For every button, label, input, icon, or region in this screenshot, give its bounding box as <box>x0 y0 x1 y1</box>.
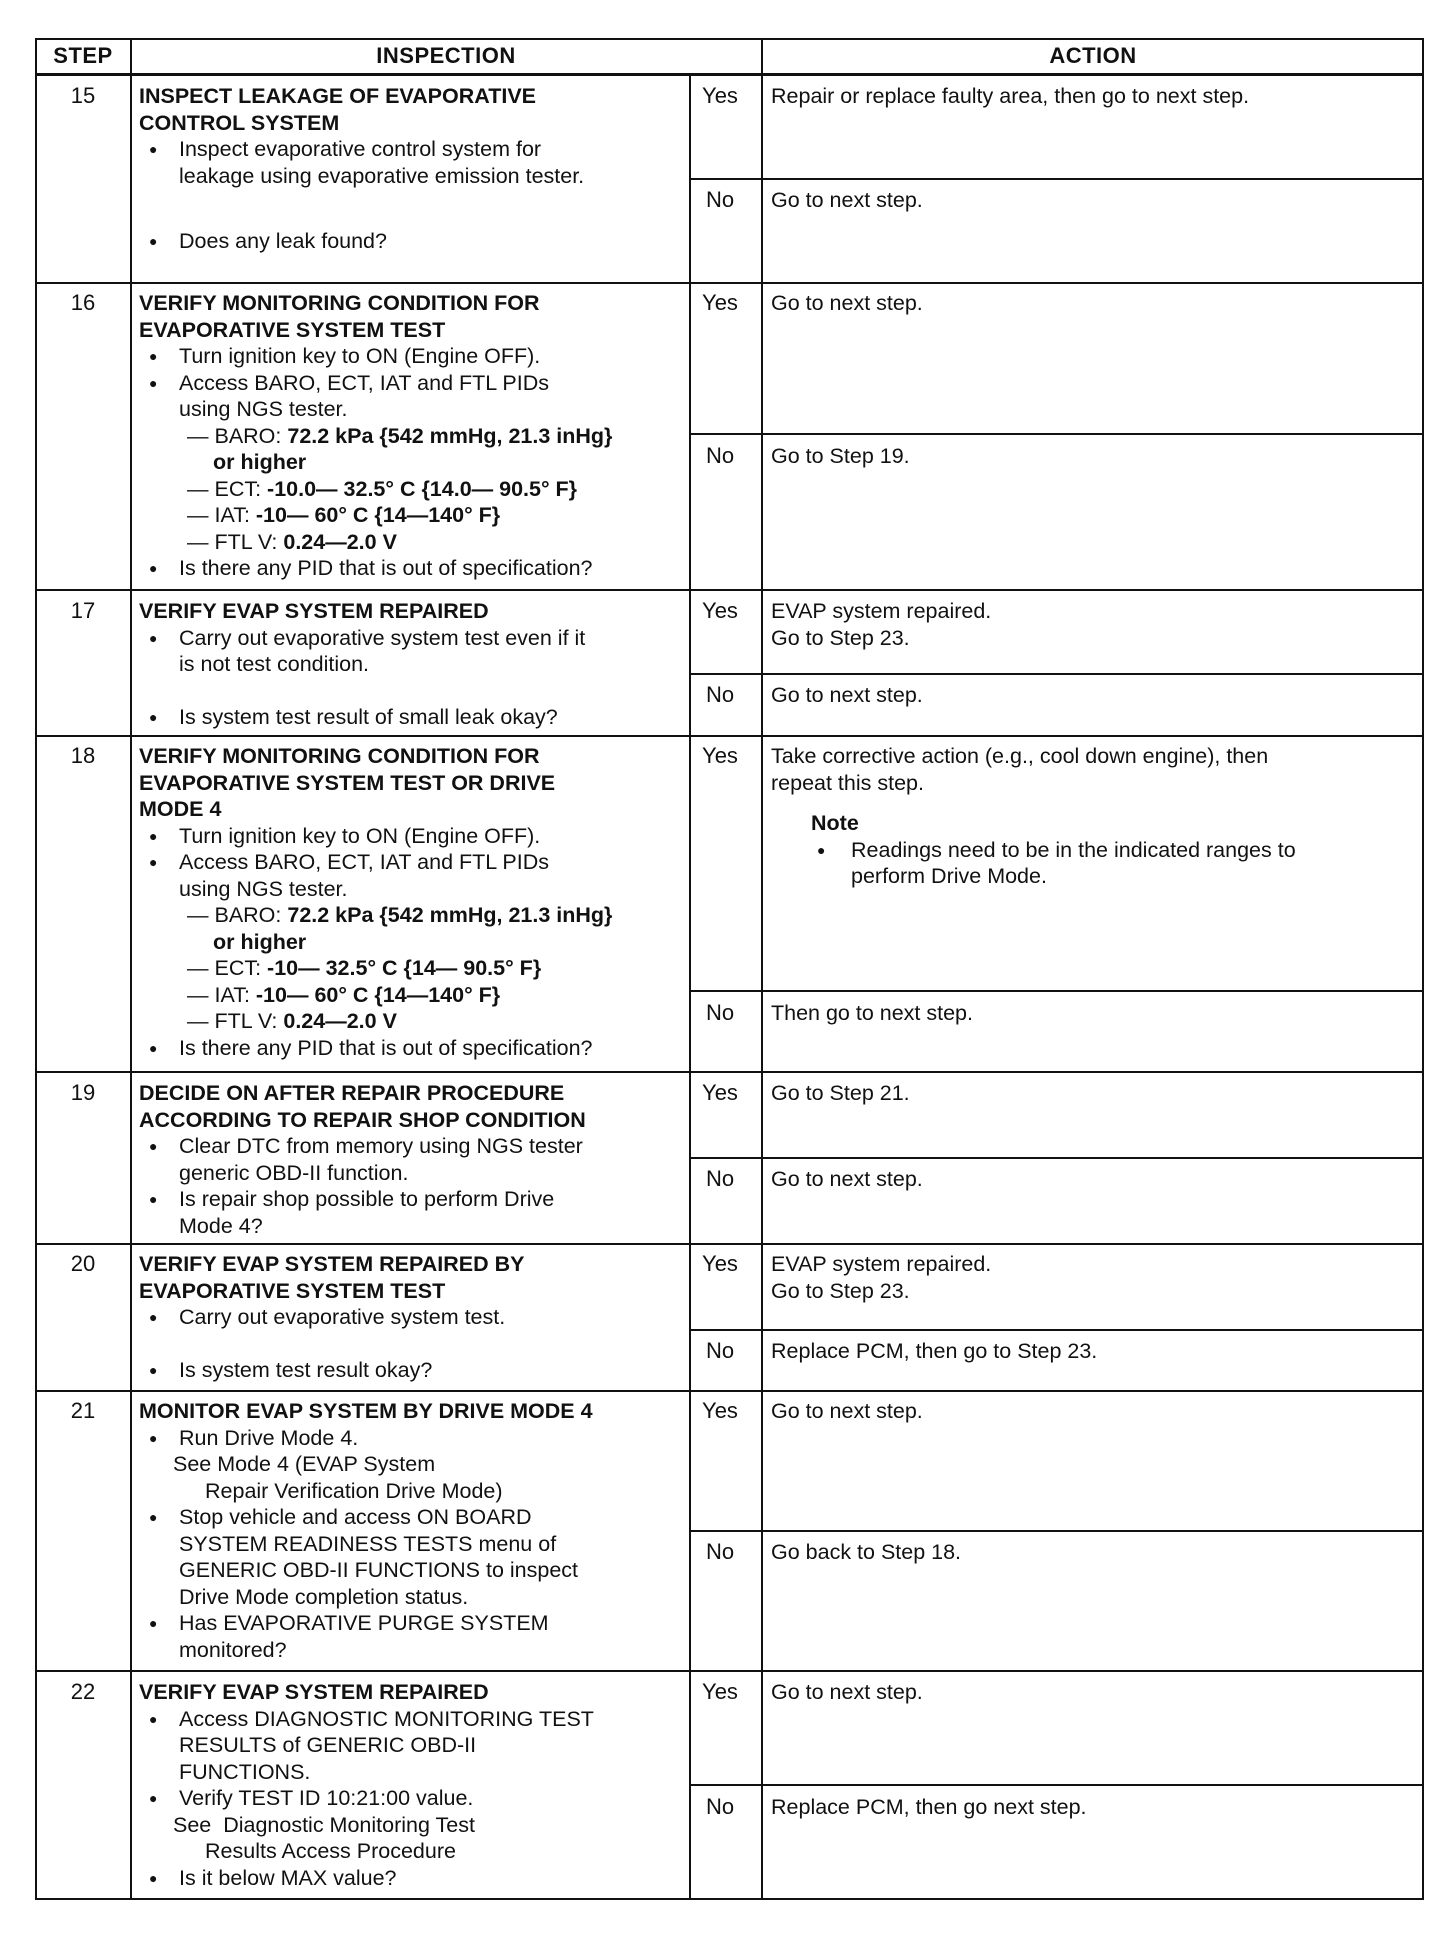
step-number: 21 <box>70 1398 96 1423</box>
yes-label: Yes <box>702 1251 738 1276</box>
yes-label: Yes <box>702 1679 738 1704</box>
spec-ftl <box>139 1008 699 1035</box>
action-line: Replace PCM, then go to Step 23. <box>771 1339 1098 1363</box>
step-number: 17 <box>70 598 96 623</box>
spec-label: — IAT: <box>187 982 256 1007</box>
bullet: ● Access BARO, ECT, IAT and FTL PIDs <box>139 849 699 876</box>
bullet-continued: using NGS tester. <box>179 397 348 421</box>
yes-no-divider <box>689 1329 1424 1331</box>
column-divider <box>130 38 132 1900</box>
no-label: No <box>705 1338 735 1363</box>
step-title: EVAPORATIVE SYSTEM TEST OR DRIVE <box>139 770 556 795</box>
bullet-continued: FUNCTIONS. <box>179 1759 311 1784</box>
yes-action <box>771 1251 1411 1304</box>
action-line: Go back to Step 18. <box>771 1540 962 1564</box>
bullet-continued: RESULTS of GENERIC OBD-II <box>179 1733 477 1757</box>
bullet-continued: using NGS tester. <box>179 876 348 901</box>
spec-value: or higher <box>213 450 307 474</box>
header-action: ACTION <box>1049 43 1137 68</box>
action-line: Replace PCM, then go next step. <box>771 1795 1087 1819</box>
step-inspection <box>139 743 699 1061</box>
step-inspection <box>139 1080 699 1239</box>
spec-label: — ECT: <box>187 476 268 501</box>
action-line: repeat this step. <box>771 770 924 795</box>
row-divider <box>35 282 1424 284</box>
spec-label: — FTL V: <box>187 1009 284 1033</box>
spec-label: — BARO: <box>187 423 288 448</box>
bullet: ● Stop vehicle and access ON BOARD <box>139 1504 699 1531</box>
row-divider <box>35 589 1424 591</box>
yes-no-divider <box>689 673 1424 675</box>
step-title: INSPECT LEAKAGE OF EVAPORATIVE <box>139 84 536 108</box>
step-number: 19 <box>70 1080 96 1105</box>
see-reference: See Diagnostic Monitoring Test <box>173 1812 475 1837</box>
see-reference: Repair Verification Drive Mode) <box>205 1478 503 1503</box>
action-line: Go to Step 19. <box>771 444 910 468</box>
action-line: Go to next step. <box>771 1167 923 1191</box>
bullet: ● Is there any PID that is out of specification? <box>139 555 699 582</box>
bullet: ● Turn ignition key to ON (Engine OFF). <box>139 343 699 370</box>
no-label: No <box>705 443 735 468</box>
action-line: Repair or replace faulty area, then go to next step. <box>771 84 1250 108</box>
row-divider <box>35 1670 1424 1672</box>
yes-label: Yes <box>702 1080 738 1105</box>
bullet: ● Verify TEST ID 10:21:00 value. <box>139 1785 699 1812</box>
column-divider <box>761 38 763 1900</box>
action-line: Go to Step 21. <box>771 1081 910 1105</box>
step-inspection <box>139 290 699 582</box>
action-line: Go to next step. <box>771 683 923 707</box>
yes-label: Yes <box>702 83 738 108</box>
bullet: ● Is repair shop possible to perform Drive <box>139 1186 699 1213</box>
spec-label: — ECT: <box>187 956 268 980</box>
no-label: No <box>705 682 735 707</box>
yes-no-divider <box>689 1530 1424 1532</box>
yes-label: Yes <box>702 598 738 623</box>
spec-value: or higher <box>213 929 307 954</box>
step-title: VERIFY EVAP SYSTEM REPAIRED <box>139 1680 489 1704</box>
action-line: EVAP system repaired. <box>771 1252 992 1276</box>
note-continued: perform Drive Mode. <box>851 864 1047 888</box>
bullet-continued: is not test condition. <box>179 652 370 676</box>
step-title: VERIFY EVAP SYSTEM REPAIRED BY <box>139 1252 525 1276</box>
step-number: 20 <box>70 1251 96 1276</box>
spec-value: -10— 32.5° C {14— 90.5° F} <box>267 956 542 980</box>
action-line: Go to next step. <box>771 1680 923 1704</box>
no-label: No <box>705 1000 735 1025</box>
yes-no-divider <box>689 178 1424 180</box>
yes-no-divider <box>689 1157 1424 1159</box>
step-title: VERIFY EVAP SYSTEM REPAIRED <box>139 599 489 623</box>
bullet: ● Is it below MAX value? <box>139 1865 699 1892</box>
spec-value: -10— 60° C {14—140° F} <box>255 982 501 1007</box>
spec-baro <box>139 902 699 929</box>
spec-value: 72.2 kPa {542 mmHg, 21.3 inHg} <box>287 903 613 927</box>
see-reference: Results Access Procedure <box>205 1839 456 1863</box>
no-action <box>771 1338 1411 1365</box>
note-heading: Note <box>811 811 859 835</box>
step-title: ACCORDING TO REPAIR SHOP CONDITION <box>139 1107 586 1132</box>
bullet: ● Access DIAGNOSTIC MONITORING TEST <box>139 1706 699 1733</box>
no-action <box>771 443 1411 470</box>
no-action <box>771 187 1411 214</box>
no-action <box>771 1539 1411 1566</box>
spec-value: 0.24—2.0 V <box>283 529 397 554</box>
bullet: ● Is system test result okay? <box>139 1357 699 1384</box>
bullet: ● Has EVAPORATIVE PURGE SYSTEM <box>139 1610 699 1637</box>
step-title: VERIFY MONITORING CONDITION FOR <box>139 744 540 768</box>
bullet: ● Inspect evaporative control system for <box>139 136 699 163</box>
no-action <box>771 1166 1411 1193</box>
step-number: 22 <box>70 1679 96 1704</box>
see-reference: See Mode 4 (EVAP System <box>173 1452 436 1476</box>
no-label: No <box>705 1166 735 1191</box>
diagnostic-table <box>35 38 1424 1900</box>
yes-no-divider <box>689 433 1424 435</box>
bullet: ● Clear DTC from memory using NGS tester <box>139 1133 699 1160</box>
spec-value: 72.2 kPa {542 mmHg, 21.3 inHg} <box>287 423 613 448</box>
bullet: ● Carry out evaporative system test. <box>139 1304 699 1331</box>
spec-value: 0.24—2.0 V <box>283 1009 397 1033</box>
spec-iat <box>139 982 699 1009</box>
note-bullet: ● Readings need to be in the indicated ranges to <box>771 837 1411 864</box>
yes-no-divider <box>689 1784 1424 1786</box>
bullet-continued: Drive Mode completion status. <box>179 1584 469 1609</box>
action-line: Go to next step. <box>771 291 923 315</box>
step-number: 16 <box>70 290 96 315</box>
row-divider <box>35 1243 1424 1245</box>
yes-action <box>771 290 1411 317</box>
spec-label: — IAT: <box>187 503 256 527</box>
bullet-continued: Mode 4? <box>179 1213 263 1238</box>
yes-no-divider <box>689 990 1424 992</box>
bullet-continued: SYSTEM READINESS TESTS menu of <box>179 1531 557 1556</box>
no-action <box>771 682 1411 709</box>
spec-baro <box>139 423 699 450</box>
bullet: ● Turn ignition key to ON (Engine OFF). <box>139 823 699 850</box>
yes-action <box>771 598 1411 651</box>
step-title: CONTROL SYSTEM <box>139 110 340 135</box>
yes-action <box>771 1080 1411 1107</box>
step-title: MODE 4 <box>139 797 222 821</box>
bullet: ● Is system test result of small leak okay? <box>139 704 699 731</box>
bullet-continued: leakage using evaporative emission tester. <box>179 163 585 188</box>
bullet-continued: monitored? <box>179 1637 287 1662</box>
no-label: No <box>705 1794 735 1819</box>
action-line: Take corrective action (e.g., cool down engine), then <box>771 744 1269 768</box>
action-line: EVAP system repaired. <box>771 599 992 623</box>
step-inspection <box>139 1679 699 1891</box>
spec-value: -10— 60° C {14—140° F} <box>255 503 501 527</box>
step-inspection <box>139 598 699 730</box>
action-line: Go to next step. <box>771 1399 923 1423</box>
row-divider <box>35 735 1424 737</box>
row-divider <box>35 1071 1424 1073</box>
no-label: No <box>705 187 735 212</box>
step-title: EVAPORATIVE SYSTEM TEST <box>139 1278 446 1303</box>
yes-action <box>771 83 1411 110</box>
action-line: Go to Step 23. <box>771 625 910 650</box>
spec-label: — FTL V: <box>187 529 284 554</box>
step-title: MONITOR EVAP SYSTEM BY DRIVE MODE 4 <box>139 1399 593 1423</box>
spec-ect <box>139 476 699 503</box>
step-number: 18 <box>70 743 96 768</box>
no-label: No <box>705 1539 735 1564</box>
step-inspection <box>139 1398 699 1663</box>
header-step: STEP <box>53 43 113 68</box>
bullet-continued: GENERIC OBD-II FUNCTIONS to inspect <box>179 1558 579 1582</box>
bullet: ● Access BARO, ECT, IAT and FTL PIDs <box>139 370 699 397</box>
yes-action <box>771 1398 1411 1425</box>
spec-value: -10.0— 32.5° C {14.0— 90.5° F} <box>267 476 578 501</box>
step-number: 15 <box>70 83 96 108</box>
yes-action <box>771 1679 1411 1706</box>
bullet: ● Is there any PID that is out of specification? <box>139 1035 699 1062</box>
spec-ect <box>139 955 699 982</box>
yes-label: Yes <box>702 290 738 315</box>
no-action <box>771 1000 1411 1027</box>
step-inspection <box>139 1251 699 1383</box>
action-line: Go to Step 23. <box>771 1278 910 1303</box>
step-inspection <box>139 83 699 255</box>
no-action <box>771 1794 1411 1821</box>
row-divider <box>35 1390 1424 1392</box>
spec-ftl <box>139 529 699 556</box>
header-inspection: INSPECTION <box>376 43 516 68</box>
step-title: VERIFY MONITORING CONDITION FOR <box>139 291 540 315</box>
spec-label: — BARO: <box>187 903 288 927</box>
yes-label: Yes <box>702 743 738 768</box>
spec-iat <box>139 502 699 529</box>
bullet-continued: generic OBD-II function. <box>179 1160 409 1185</box>
bullet: ● Carry out evaporative system test even if it <box>139 625 699 652</box>
bullet: ● Run Drive Mode 4. <box>139 1425 699 1452</box>
yes-label: Yes <box>702 1398 738 1423</box>
action-line: Go to next step. <box>771 188 923 212</box>
bullet: ● Does any leak found? <box>139 228 699 255</box>
step-title: DECIDE ON AFTER REPAIR PROCEDURE <box>139 1081 565 1105</box>
action-line: Then go to next step. <box>771 1001 973 1025</box>
yes-action <box>771 743 1411 890</box>
step-title: EVAPORATIVE SYSTEM TEST <box>139 317 446 342</box>
